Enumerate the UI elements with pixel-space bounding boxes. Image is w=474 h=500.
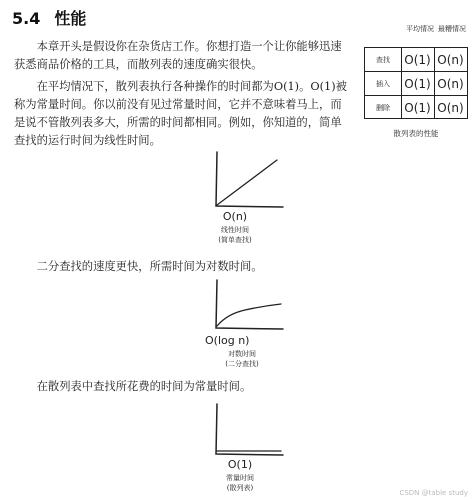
log-time-label: O(log n) [205,334,250,347]
table-cell-avg: O(1) [404,77,431,91]
paragraph-hash-lookup: 在散列表中查找所花费的时间为常量时间。 [36,380,252,393]
constant-time-caption: 常量时间 [226,474,254,482]
constant-time-subcaption: (散列表) [226,484,254,492]
log-time-subcaption: (二分查找) [225,360,259,368]
constant-time-graph [205,402,285,460]
linear-time-label: O(n) [222,210,248,223]
linear-time-caption: 线性时间 [221,226,249,234]
log-curve [217,304,281,326]
table-cell-worst: O(n) [437,101,464,115]
linear-curve [217,160,277,205]
table-cell-avg: O(1) [404,101,431,115]
table-row-op: 插入 [376,80,390,88]
watermark: CSDN @table study [399,489,468,497]
section-heading [12,6,86,29]
table-caption: 散列表的性能 [393,129,439,138]
log-time-caption: 对数时间 [228,350,256,358]
table-cell-avg: O(1) [404,53,431,67]
table-col-header-worst: 最糟情况 [438,25,466,33]
performance-table [364,47,468,119]
log-time-graph [205,278,285,334]
table-col-header-average: 平均情况 [406,25,434,33]
table-row [365,96,467,120]
table-cell-worst: O(n) [437,53,464,67]
linear-time-graph [205,150,285,212]
table-row-op: 查找 [376,56,390,64]
table-row [365,72,467,96]
table-row-op: 删除 [376,104,390,112]
graph-axes [216,404,283,455]
section-title: 性能 [54,9,87,28]
constant-time-label: O(1) [227,458,253,471]
table-row [365,48,467,72]
section-number: 5.4 [12,9,41,28]
paragraph-intro: 本章开头是假设你在杂货店工作。你想打造一个让你能够迅速获悉商品价格的工具，而散列表的速度确实很快。 [14,40,342,71]
paragraph-hash-complexity: 在平均情况下，散列表执行各种操作的时间都为O(1)。O(1)被称为常量时间。你以前没有见过常量时间，它并不意味着马上，而是说不管散列表多大，所需的时间都相同。例如，你知道的，简单查找的运行时间为线性时间。 [14,80,347,147]
paragraph-binary-search: 二分查找的速度更快，所需时间为对数时间。 [36,260,263,273]
linear-time-subcaption: (简单查找) [218,236,252,244]
table-cell-worst: O(n) [437,77,464,91]
